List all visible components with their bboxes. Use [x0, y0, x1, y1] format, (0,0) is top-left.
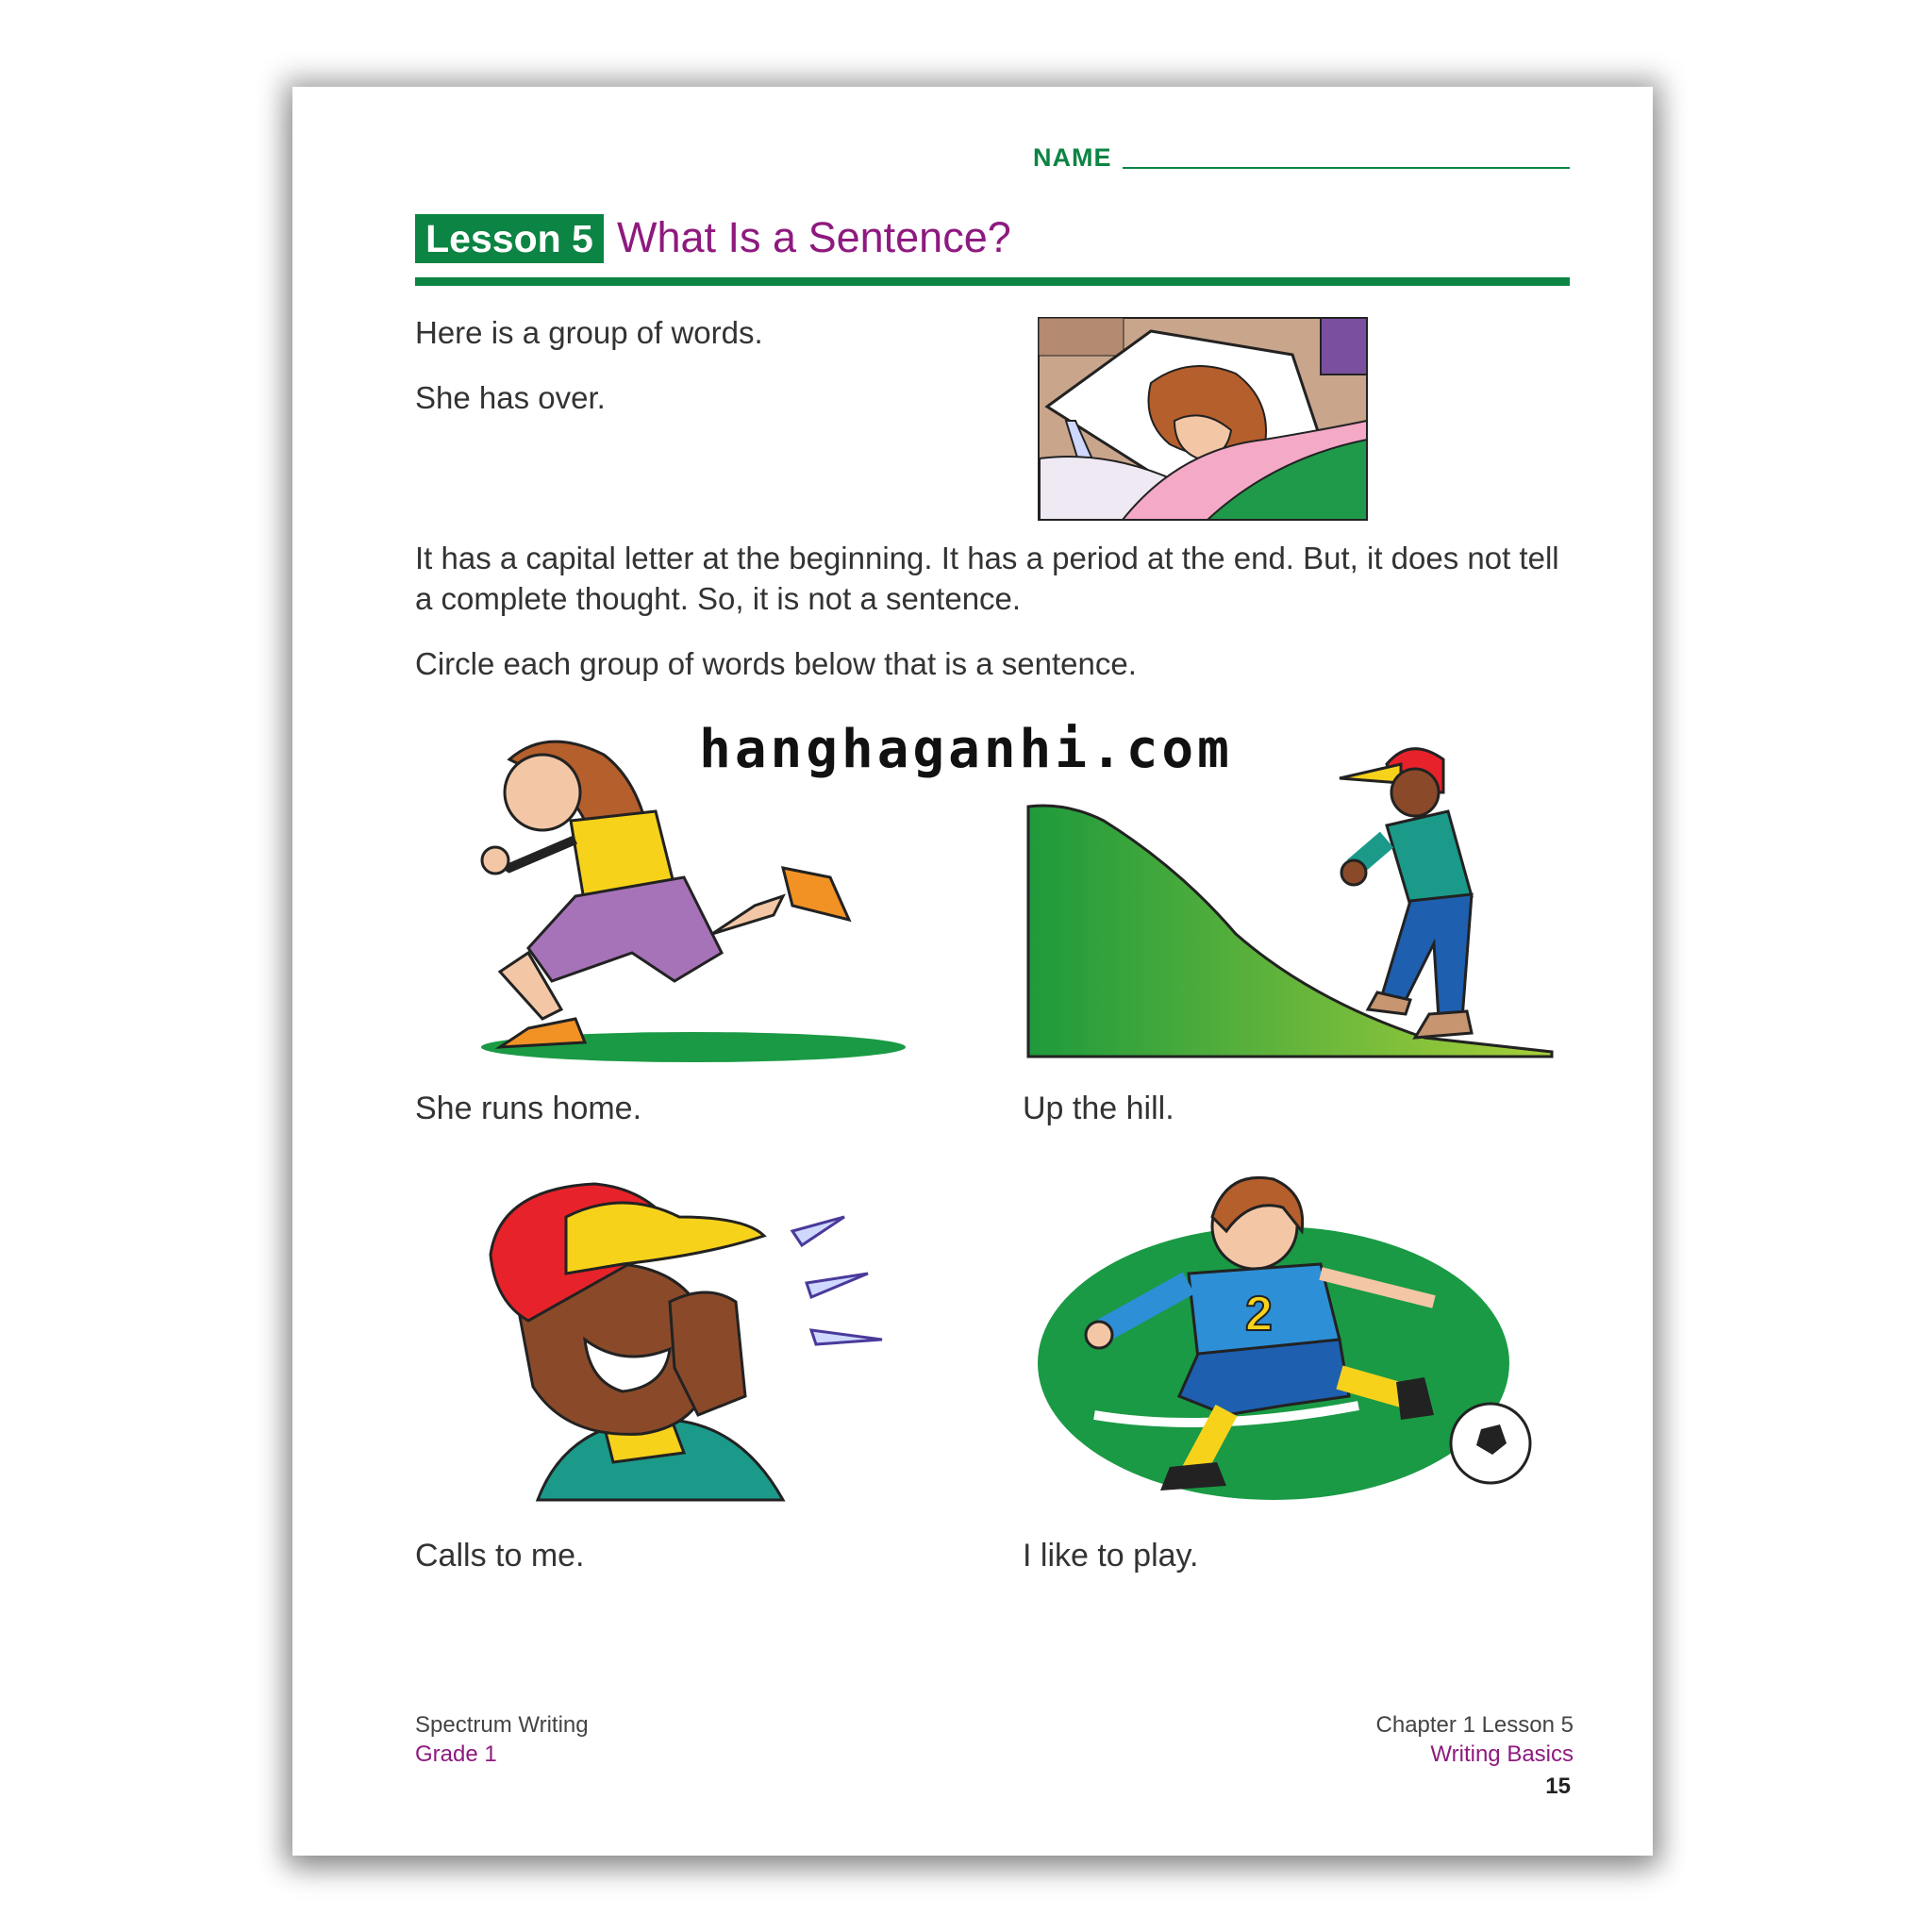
caption-she-runs-home[interactable]: She runs home. — [415, 1091, 642, 1126]
intro-line: Here is a group of words. — [415, 315, 763, 350]
boy-calling-illustration — [481, 1179, 896, 1500]
example-phrase: She has over. — [415, 380, 606, 415]
footer-grade: Grade 1 — [415, 1741, 497, 1767]
caption-up-the-hill[interactable]: Up the hill. — [1023, 1091, 1174, 1126]
caption-calls-to-me[interactable]: Calls to me. — [415, 1538, 585, 1574]
explanation-paragraph: It has a capital letter at the beginning. It has a period at the end. But, it does not tell a complete thought. So, it is not a sentence. — [415, 541, 1559, 616]
instruction-text: Circle each group of words below that is a sentence. — [415, 646, 1137, 681]
footer-chapter: Chapter 1 Lesson 5 — [1375, 1712, 1574, 1738]
girl-kicking-soccer-ball-illustration — [1038, 1160, 1547, 1500]
lesson-title: What Is a Sentence? — [617, 213, 1011, 261]
caption-i-like-to-play[interactable]: I like to play. — [1023, 1538, 1199, 1574]
svg-text:2: 2 — [1245, 1287, 1273, 1341]
name-write-line — [1123, 167, 1570, 169]
footer-section: Writing Basics — [1430, 1741, 1574, 1767]
title-rule — [415, 277, 1570, 286]
sleeping-girl-illustration — [1038, 317, 1368, 521]
page-number: 15 — [1545, 1774, 1571, 1799]
lesson-label: Lesson 5 — [415, 214, 604, 263]
name-label: NAME — [1033, 143, 1112, 172]
footer-book-title: Spectrum Writing — [415, 1712, 589, 1738]
watermark: hanghaganhi.com — [699, 719, 1233, 780]
